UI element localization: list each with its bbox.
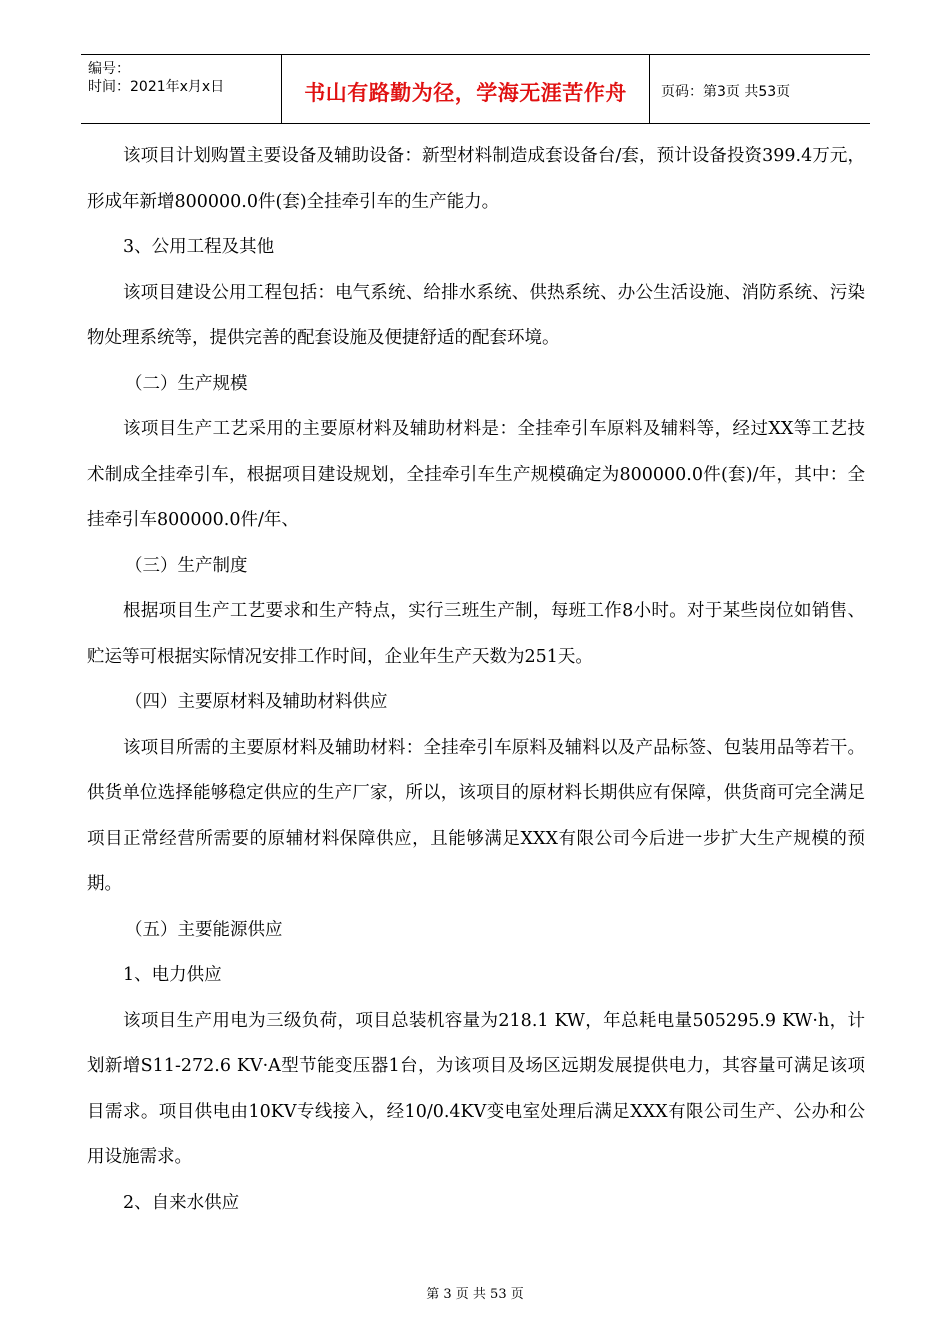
document-number-label: 编号： xyxy=(88,61,130,77)
page-footer: 第 3 页 共 53 页 xyxy=(426,1287,524,1302)
paragraph-production-scale: 该项目生产工艺采用的主要原材料及辅助材料是：全挂牵引车原料及辅料等，经过XX等工艺技术制成全挂牵引车，根据项目建设规划，全挂牵引车生产规模确定为800000.0件(套)/年，其中：全挂牵引车800000.0件/年、 xyxy=(87,419,865,530)
heading-materials-supply: （四）主要原材料及辅助材料供应 xyxy=(125,692,388,712)
paragraph-public-works: 该项目建设公用工程包括：电气系统、给排水系统、供热系统、办公生活设施、消防系统、污染物处理系统等，提供完善的配套设施及便捷舒适的配套环境。 xyxy=(87,282,865,348)
heading-public-works: 3、公用工程及其他 xyxy=(123,237,275,257)
paragraph-equipment: 该项目计划购置主要设备及辅助设备：新型材料制造成套设备台/套，预计设备投资399.4万元，形成年新增800000.0件(套)全挂牵引车的生产能力。 xyxy=(87,146,865,212)
paragraph-materials-supply: 该项目所需的主要原材料及辅助材料：全挂牵引车原料及辅料以及产品标签、包装用品等若干。供货单位选择能够稳定供应的生产厂家，所以，该项目的原材料长期供应有保障，供货商可完全满足项目正常经营所需要的原辅材料保障供应，且能够满足XXX有限公司今后进一步扩大生产规模的预期。 xyxy=(87,737,865,894)
document-date-label: 时间：2021年x月x日 xyxy=(88,79,225,95)
header-page-cell xyxy=(649,55,870,123)
header-motto-cell xyxy=(281,55,650,123)
header-info-cell xyxy=(81,55,281,123)
heading-production-system: （三）生产制度 xyxy=(125,555,248,576)
header-motto: 书山有路勤为径，学海无涯苦作舟 xyxy=(304,81,627,105)
document-header xyxy=(81,54,870,124)
heading-energy-supply: （五）主要能源供应 xyxy=(125,919,283,940)
header-page-code: 页码：第3页 共53页 xyxy=(661,84,791,100)
document-body xyxy=(87,134,865,1226)
heading-power-supply: 1、电力供应 xyxy=(123,965,222,985)
paragraph-power-supply: 该项目生产用电为三级负荷，项目总装机容量为218.1 KW，年总耗电量505295.9 KW·h，计划新增S11-272.6 KV·A型节能变压器1台，为该项目及场区远期发展提供电力，其容量可满足该项目需求。项目供电由10KV专线接入，经10/0.4KV变电室处理后满足XXX有限公司生产、公办和公用设施需求。 xyxy=(87,1010,865,1167)
paragraph-production-system: 根据项目生产工艺要求和生产特点，实行三班生产制，每班工作8小时。对于某些岗位如销售、贮运等可根据实际情况安排工作时间，企业年生产天数为251天。 xyxy=(87,601,865,667)
heading-water-supply: 2、自来水供应 xyxy=(123,1192,240,1213)
heading-production-scale: （二）生产规模 xyxy=(125,373,248,394)
